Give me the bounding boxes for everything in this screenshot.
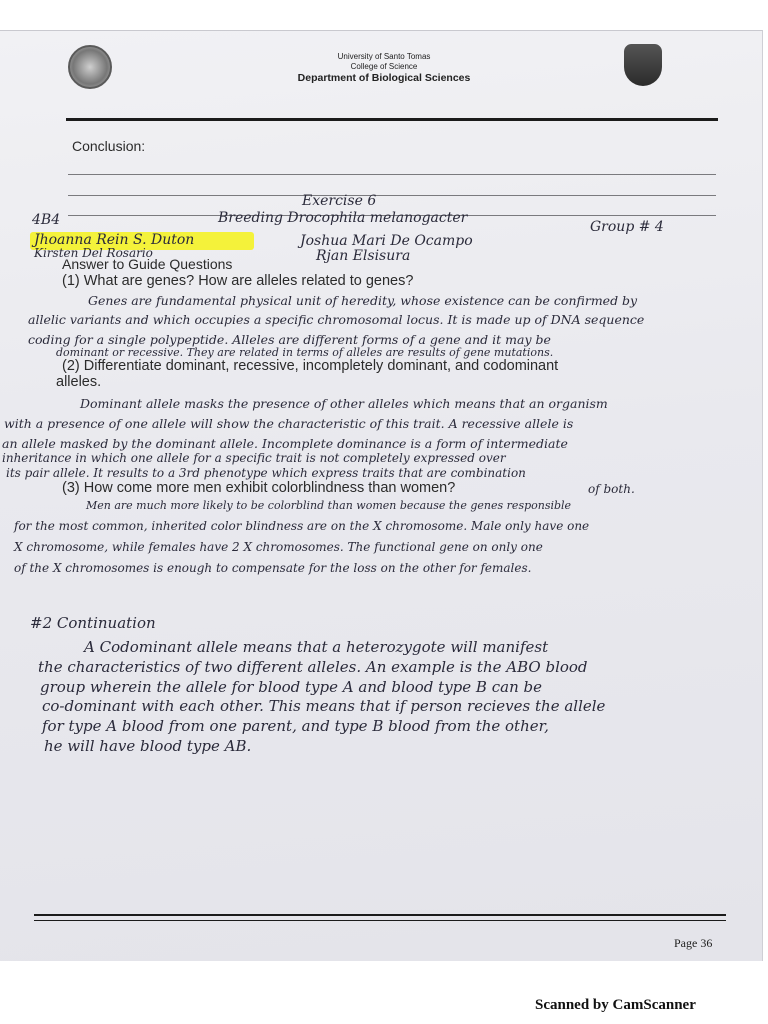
continuation-line: for type A blood from one parent, and type B blood from the other,: [42, 717, 549, 735]
header-rule: [66, 118, 718, 121]
question-2-continued: alleles.: [56, 374, 102, 390]
answer-3-line: X chromosome, while females have 2 X chromosomes. The functional gene on only one: [14, 540, 543, 554]
footer-rule: [34, 914, 726, 916]
exercise-subtitle: Breeding Drocophila melanogacter: [218, 210, 468, 226]
answer-1-line: dominant or recessive. They are related in terms of alleles are results of gene mutations.: [56, 346, 554, 359]
question-2: (2) Differentiate dominant, recessive, incompletely dominant, and codominant: [62, 358, 559, 374]
continuation-line: the characteristics of two different alleles. An example is the ABO blood: [38, 658, 588, 676]
question-3: (3) How come more men exhibit colorblindness than women?: [62, 480, 456, 496]
answer-2-line: Dominant allele masks the presence of other alleles which means that an organism: [80, 396, 608, 411]
member-name: Jhoanna Rein S. Duton: [34, 232, 195, 248]
continuation-line: group wherein the allele for blood type A and blood type B can be: [40, 678, 542, 696]
answer-1-line: coding for a single polypeptide. Alleles are different forms of a gene and it may be: [28, 332, 551, 347]
answer-2-line: with a presence of one allele will show the characteristic of this trait. A recessive allele is: [4, 416, 574, 431]
camscanner-footer: Scanned by CamScanner: [535, 997, 696, 1013]
answer-2-line: an allele masked by the dominant allele. Incomplete dominance is a form of intermediate: [2, 436, 568, 451]
continuation-line: he will have blood type AB.: [44, 737, 252, 755]
department-name: Department of Biological Sciences: [297, 72, 471, 84]
question-1: (1) What are genes? How are alleles related to genes?: [62, 273, 414, 289]
answer-1-line: Genes are fundamental physical unit of heredity, whose existence can be confirmed by: [88, 293, 638, 308]
member-name: Kirsten Del Rosario: [34, 246, 153, 260]
group-number: Group # 4: [590, 219, 664, 235]
answer-2-line: of both.: [588, 482, 635, 496]
college-name: College of Science: [350, 62, 418, 71]
footer-rule: [34, 920, 726, 921]
answer-1-line: allelic variants and which occupies a specific chromosomal locus. It is made up of DNA sequence: [28, 312, 645, 327]
answer-2-line: inheritance in which one allele for a specific trait is not completely expressed over: [2, 451, 506, 465]
member-name: Joshua Mari De Ocampo: [300, 233, 473, 249]
conclusion-label: Conclusion:: [72, 138, 146, 154]
top-strip: [0, 0, 768, 30]
writing-line: [68, 174, 716, 175]
answer-3-line: for the most common, inherited color blindness are on the X chromosome. Male only have one: [14, 519, 590, 533]
answer-3-line: Men are much more likely to be colorblind than women because the genes responsible: [86, 499, 572, 512]
continuation-line: co-dominant with each other. This means that if person recieves the allele: [42, 697, 606, 715]
writing-line: [68, 195, 716, 196]
guide-questions-heading: Answer to Guide Questions: [62, 256, 233, 272]
continuation-label: #2 Continuation: [30, 614, 156, 632]
exercise-title: Exercise 6: [302, 193, 377, 209]
continuation-line: A Codominant allele means that a heterozygote will manifest: [84, 638, 549, 656]
answer-3-line: of the X chromosomes is enough to compensate for the loss on the other for females.: [14, 561, 532, 575]
university-name: University of Santo Tomas: [337, 52, 431, 61]
section-code: 4B4: [32, 212, 61, 228]
answer-2-line: its pair allele. It results to a 3rd phenotype which express traits that are combination: [6, 466, 526, 480]
member-name: Rjan Elsisura: [316, 248, 411, 264]
page-number: Page 36: [674, 936, 713, 950]
